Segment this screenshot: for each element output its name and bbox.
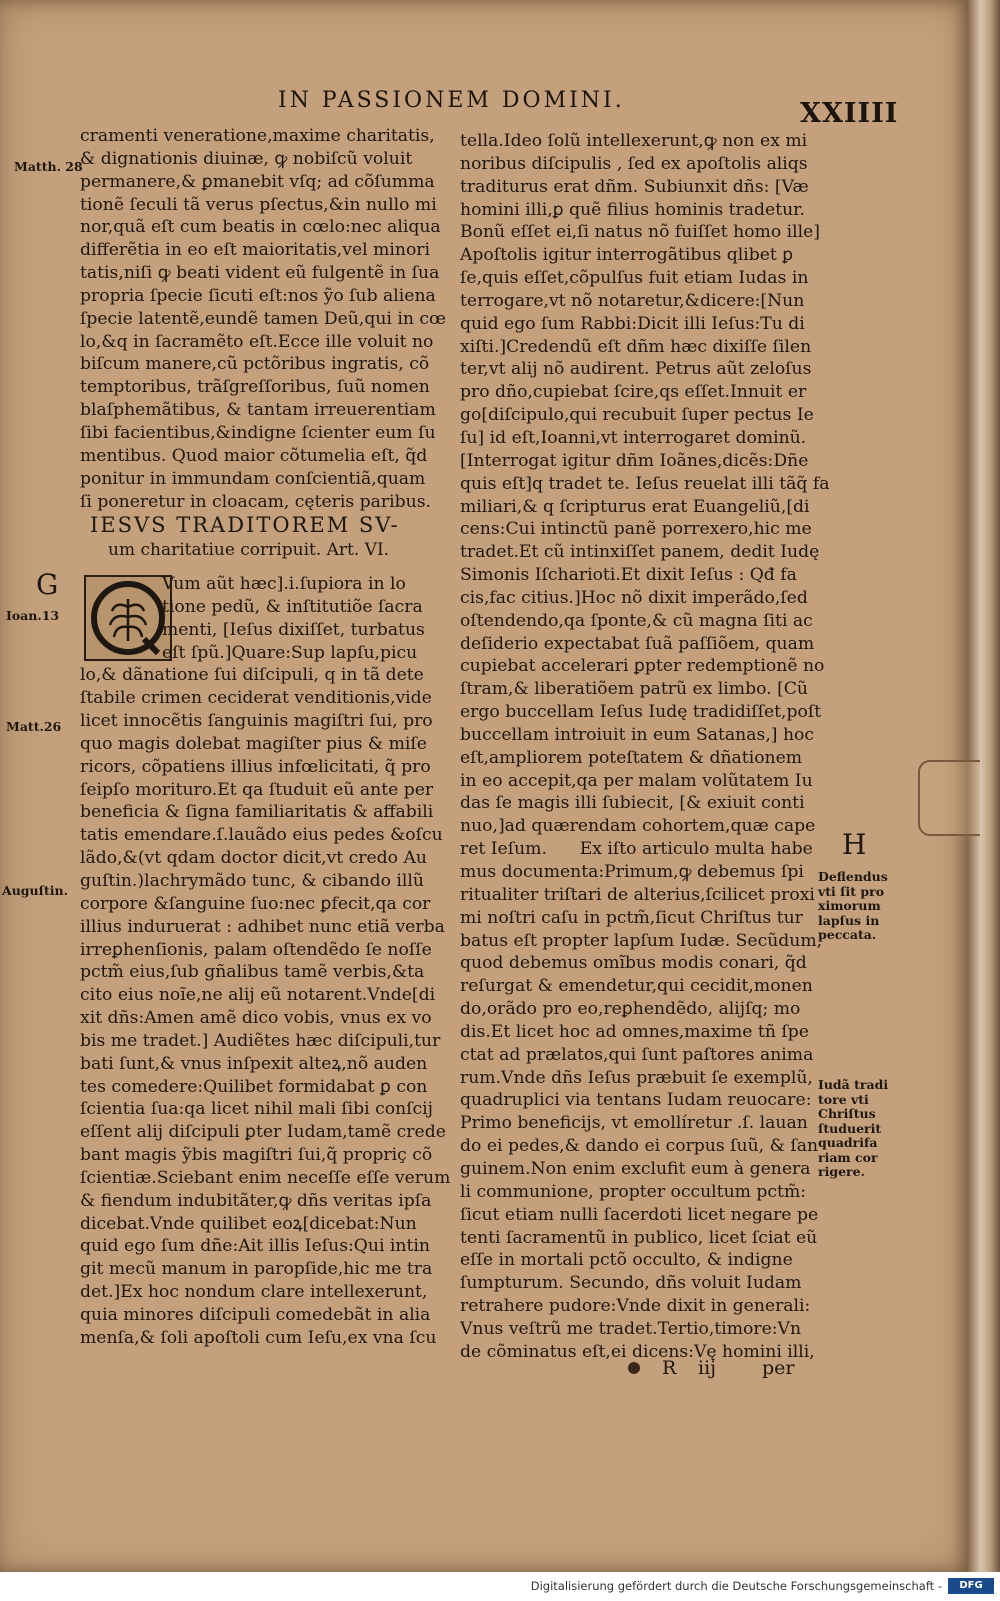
text-line: ritualiter triſtari de alterius,ſcilicet proxi <box>460 884 815 905</box>
text-line: bant magis ỹbis magiſtri ſui,q̃ propriç cõ <box>80 1145 433 1166</box>
text-line: li communione, propter occultum pctm̃: <box>460 1181 807 1202</box>
margin-gloss-deflendus: Deflendus vti ſit pro ximorum lapſus in peccata. <box>818 869 888 942</box>
text-line: ſumpturum. Secundo, dñs voluit Iudam <box>460 1273 802 1294</box>
text-line: cito eius noĩe,ne alij eũ notarent.Vnde[di <box>80 985 436 1006</box>
text-line: Apoſtolis igitur interrogãtibus qlibet ꝑ <box>460 245 794 266</box>
text-line: ſu] id eſt,Ioanni,vt interrogaret dominũ. <box>460 427 807 448</box>
text-line: ricors, cõpatiens illius infœlicitati, q̃ pro <box>80 756 431 777</box>
text-line: quo magis dolebat magiſter pius & miſe <box>80 733 427 754</box>
text-line: ſicut etiam nulli ſacerdoti licet negare pe <box>460 1204 819 1225</box>
text-line: Vum aũt hæc].i.ſupiora in lo <box>80 574 406 594</box>
text-line: ctat ad prælatos,qui ſunt paſtores anima <box>460 1044 814 1065</box>
text-line: reſurgat & emendetur,qui cecidit,monen <box>460 976 813 997</box>
text-line: lo,&q in ſacramẽto eſt.Ecce ille voluit no <box>80 331 434 352</box>
text-line: guſtin.)lachrymãdo tunc, & cibando illũ <box>80 870 424 891</box>
margin-ref-matt-26: Matt.26 <box>6 719 62 734</box>
text-line: ergo buccellam Ieſus Iudę tradidiſſet,poſt <box>460 702 822 723</box>
text-line: quod debemus omĩbus modis conari, q̃d <box>460 953 807 974</box>
text-line: ter,vt alij nõ audirent. Petrus aũt zeloſus <box>460 359 812 380</box>
text-line: ſe,quis eſſet,cõpulſus fuit etiam Iudas in <box>460 268 809 289</box>
text-line: homini illi,ꝑ quẽ filius hominis tradetur. <box>460 199 805 220</box>
text-line: permanere,& ꝑmanebit vſq; ad cõſumma <box>80 171 435 192</box>
text-line: xit dñs:Amen amẽ dico vobis, vnus ex vo <box>80 1008 432 1029</box>
footer-credit-text: Digitalisierung gefördert durch die Deutsche Forschungsgemeinschaft - <box>530 1579 942 1593</box>
text-line: do ei pedes,& dando ei corpus ſuũ, & ſan <box>460 1136 819 1157</box>
text-line: menſa,& ſoli apoſtoli cum Ieſu,ex vna ſcu <box>80 1327 437 1348</box>
text-line: & fiendum indubitãter,ꝙ dñs veritas ipſa <box>80 1190 432 1211</box>
text-line: do,orãdo pro eo,reꝑhendẽdo, alijſq; mo <box>460 999 801 1020</box>
text-line: de cõminatus eſt,ei dicens:Vę homini illi, <box>460 1341 815 1362</box>
text-line: eſt,ampliorem poteſtatem & dñationem <box>460 747 803 768</box>
text-line: Primo beneficijs, vt emollíretur .ſ. lauan <box>460 1113 808 1134</box>
text-line: ſi poneretur in cloacam, cęteris paribus. <box>80 491 431 512</box>
text-line: bis me tradet.] Audiẽtes hæc diſcipuli,tur <box>80 1030 441 1051</box>
text-line: go[diſcipulo,qui recubuit ſuper pectus Ie <box>460 405 814 426</box>
text-line: cupiebat accelerari ꝑpter redemptionẽ no <box>460 656 825 677</box>
text-line: dicebat.Vnde quilibet eoꝝ[dicebat:Nun <box>80 1213 417 1234</box>
text-line: beneficia & ſigna familiaritatis & affabili <box>80 802 434 823</box>
text-line: miliari,& q ſcripturus erat Euangeliũ,[di <box>460 496 810 517</box>
text-line: xiſti.]Credendũ eſt dñm hæc dixiſſe ſilen <box>460 336 812 357</box>
text-line: ſibi facientibus,&indigne ſcienter eum ſu <box>80 422 436 443</box>
text-line: cens:Cui intinctũ panẽ porrexero,hic me <box>460 519 812 540</box>
ink-dot <box>628 1362 640 1374</box>
text-line: cramenti veneratione,maxime charitatis, <box>80 126 435 146</box>
text-line: tionẽ ſeculi tã verus pſectus,&in nullo mi <box>80 194 437 215</box>
section-subheading: um charitatiue corripuit. Art. VI. <box>108 540 390 560</box>
signature-mark: R <box>662 1357 677 1379</box>
text-line: mus documenta:Primum,ꝙ debemus ſpi <box>460 862 804 882</box>
text-line: guinem.Non enim exclufit eum à genera <box>460 1158 811 1179</box>
digitization-footer <box>0 1572 1000 1601</box>
page-tab-marker <box>918 760 980 836</box>
text-line: tione pedũ, & inſtitutiõe ſacra <box>80 596 423 617</box>
text-line: mi noſtri caſu in pctm̃,ſicut Chriſtus tur <box>460 907 803 928</box>
text-line: & dignationis diuinæ, ꝙ nobiſcũ voluit <box>80 148 413 169</box>
text-line: menti, [Ieſus dixiſſet, turbatus <box>80 619 425 640</box>
margin-section-letter-h: H <box>842 828 867 861</box>
text-line: ſpecie latentẽ,eundẽ tamen Deũ,qui in cœ <box>80 308 446 329</box>
text-line: nor,quã eſt cum beatis in cœlo:nec aliqua <box>80 217 441 238</box>
catchword: per <box>762 1357 795 1379</box>
margin-ref-augustin: Auguſtin. <box>2 883 68 898</box>
text-line: ſtabile crimen ceciderat venditionis,vide <box>80 688 432 709</box>
text-line: ſcientia ſua:qa licet nihil mali ſibi conſcij <box>80 1099 433 1120</box>
text-line: ret Ieſum. Ex iſto articulo multa habe <box>460 839 813 860</box>
text-line: illius induruerat : adhibet nunc etiã verba <box>80 916 445 937</box>
text-line: Simonis Iſcharioti.Et dixit Ieſus : Qđ fa <box>460 565 797 586</box>
text-line: tenti ſacramentũ in publico, licet ſciat eũ <box>460 1227 818 1248</box>
text-line: retrahere pudore:Vnde dixit in generali: <box>460 1296 811 1317</box>
text-line: lo,& dãnatione ſui diſcipuli, q in tã dete <box>80 665 424 686</box>
text-line: bati ſunt,& vnus inſpexit alteꝝ,nõ auden <box>80 1053 428 1074</box>
text-line: propria ſpecie ſicuti eſt:nos ỹo ſub aliena <box>80 285 436 306</box>
text-line: mentibus. Quod maior cõtumelia eſt, q̃d <box>80 445 428 466</box>
margin-section-letter-g: G <box>36 568 59 601</box>
left-column-lower <box>80 573 451 1350</box>
text-line: det.]Ex hoc nondum clare intellexerunt, <box>80 1282 428 1303</box>
text-line: pro dño,cupiebat ſcire,qs eſſet.Innuit er <box>460 382 807 403</box>
text-line: quid ego ſum Rabbi:Dicit illi Ieſus:Tu di <box>460 313 805 334</box>
text-line: differẽtia in eo eſt maioritatis,vel minori <box>80 240 431 261</box>
margin-gloss-iuda-traditore: Iudã tradi tore vti Chriſtus ſtuduerit quadrifa riam cor rigere. <box>818 1077 889 1179</box>
text-line: dis.Et licet hoc ad omnes,maxime tñ ſpe <box>460 1021 809 1042</box>
text-line: [Interrogat igitur dñm Ioãnes,dicẽs:Dñe <box>460 450 809 471</box>
text-line: corpore &ſanguine ſuo:nec ꝑfecit,qa cor <box>80 893 431 914</box>
margin-ref-matth-28: Matth. 28 <box>14 159 83 174</box>
text-line: quis eſt]q tradet te. Ieſus reuelat illi tãq̃ fa <box>460 473 830 494</box>
dfg-logo: DFG <box>948 1578 994 1594</box>
text-line: ſeipſo morituro.Et qa ſtuduit eũ ante per <box>80 779 434 800</box>
text-line: blaſphemãtibus, & tantam irreuerentiam <box>80 400 436 421</box>
text-line: biſcum manere,cũ pctõribus ingratis, cõ <box>80 354 430 375</box>
text-line: oſtendendo,qa ſponte,& cũ magna ſiti ac <box>460 610 813 631</box>
text-line: ponitur in immundam conſcientiã,quam <box>80 468 426 489</box>
text-line: tes comedere:Quilibet formidabat ꝑ con <box>80 1076 428 1097</box>
text-line: ſcientiæ.Sciebant enim neceſſe eſſe verum <box>80 1167 451 1188</box>
text-line: eſt ſpũ.]Quare:Sup lapſu,picu <box>80 642 418 663</box>
text-line: eſſe in mortali pctõ occulto, & indigne <box>460 1250 793 1271</box>
text-line: Vnus veſtrũ me tradet.Tertio,timore:Vn <box>460 1318 802 1339</box>
text-line: temptoribus, trãſgreſſoribus, ſuũ nomen <box>80 377 430 398</box>
text-line: tella.Ideo ſolũ intellexerunt,ꝙ non ex mi <box>460 131 808 151</box>
text-line: pctm̃ eius,ſub gñalibus tamẽ verbis,&ta <box>80 962 425 983</box>
text-line: das ſe magis illi ſubiecit, [& exiuit conti <box>460 793 805 814</box>
text-line: licet innocẽtis ſanguinis magiſtri ſui, pro <box>80 711 433 732</box>
text-line: quia minores diſcipuli comedebãt in alia <box>80 1305 431 1325</box>
section-heading: IESVS TRADITOREM SV- <box>90 513 400 537</box>
text-line: rum.Vnde dñs Ieſus præbuit ſe exemplũ, <box>460 1067 813 1088</box>
text-line: batus eſt propter lapſum Iudæ. Secũdum, <box>460 930 823 951</box>
text-line: quadruplici via tentans Iudam reuocare: <box>460 1090 812 1111</box>
folio-number: XXIIII <box>800 98 899 129</box>
text-line: terrogare,vt nõ notaretur,&dicere:[Nun <box>460 290 805 311</box>
text-line: tatis,niſi ꝙ beati vident eũ fulgentẽ in ſua <box>80 263 440 284</box>
text-line: buccellam introiuit in eum Satanas,] hoc <box>460 724 814 745</box>
text-line: noribus diſcipulis , ſed ex apoſtolis aliqs <box>460 153 808 174</box>
text-line: deſiderio expectabat ſuã paſſiõem, quam <box>460 633 815 654</box>
text-line: lãdo,&(vt qdam doctor dicit,vt credo Au <box>80 848 427 869</box>
text-line: quid ego ſum dñe:Ait illis Ieſus:Qui intin <box>80 1236 430 1257</box>
text-line: cis,fac citius.]Hoc nõ dixit imperãdo,ſed <box>460 587 808 608</box>
text-line: irreꝑhenſionis, palam oſtendẽdo ſe noſſe <box>80 939 432 960</box>
text-line: in eo accepit,qa per malam volũtatem Iu <box>460 770 813 791</box>
text-line: Bonũ eſſet ei,ſi natus nõ fuiſſet homo ille] <box>460 222 821 243</box>
right-column <box>460 130 830 1364</box>
left-column-upper <box>80 125 446 513</box>
signature-number: iij <box>698 1357 717 1379</box>
text-line: traditurus erat dñm. Subiunxit dñs: [Væ <box>460 176 809 197</box>
text-line: tatis emendare.ſ.lauãdo eius pedes &oſcu <box>80 825 443 846</box>
text-line: nuo,]ad quærendam cohortem,quæ cape <box>460 816 816 837</box>
running-title: IN PASSIONEM DOMINI. <box>278 88 625 113</box>
text-line: ſtram,& liberatiõem patrũ ex limbo. [Cũ <box>460 679 808 700</box>
text-line: tradet.Et cũ intinxiſſet panem, dedit Iudę <box>460 542 820 563</box>
margin-ref-ioan-13: Ioan.13 <box>6 608 60 623</box>
text-line: eſſent alij diſcipuli ꝑter Iudam,tamẽ crede <box>80 1122 446 1143</box>
text-line: git mecũ manum in paropſide,hic me tra <box>80 1259 433 1280</box>
